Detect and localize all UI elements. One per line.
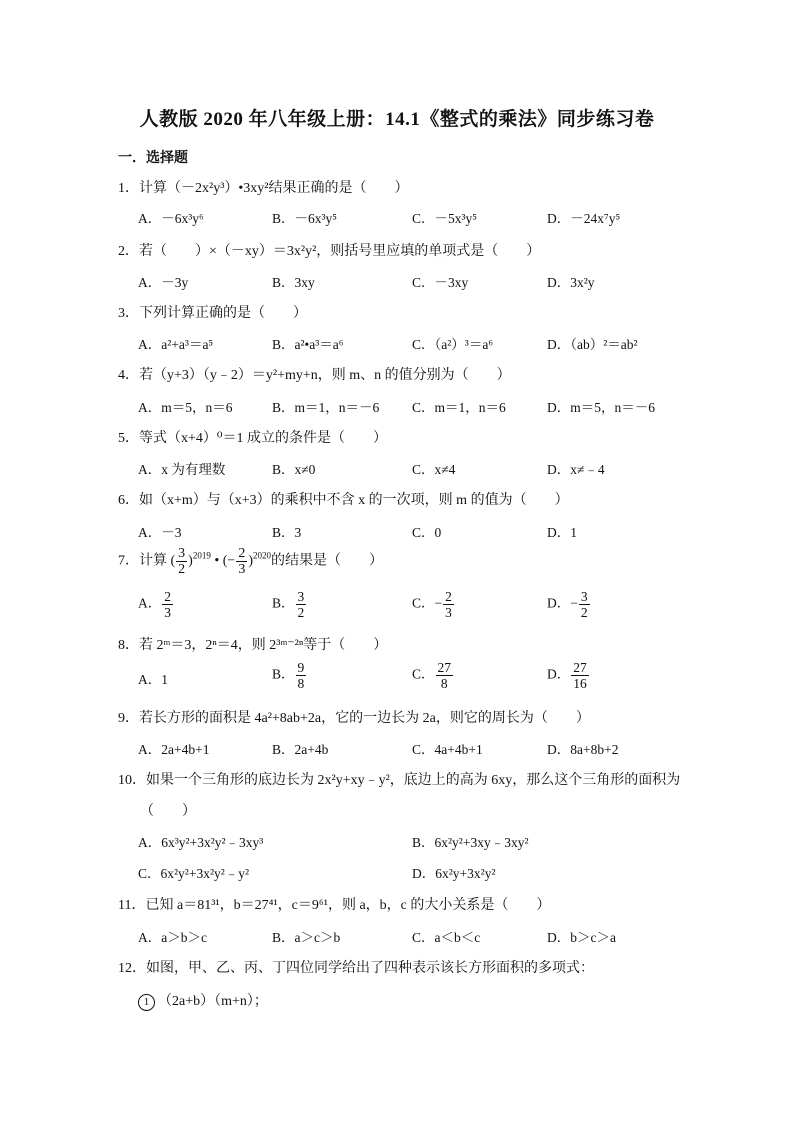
question-8-options: [138, 660, 738, 696]
option-a[interactable]: A．2a+4b+1: [138, 742, 210, 757]
option-b[interactable]: B．6x²y²+3xy﹣3xy²: [412, 835, 529, 850]
option-d[interactable]: D．− $\frac{3}{2}$: [547, 589, 588, 620]
option-c[interactable]: C．6x²y²+3x²y²﹣y²: [138, 866, 250, 881]
option-b[interactable]: B． $\frac{9}{8}$: [272, 660, 305, 691]
question-11: 11．已知 a＝81³¹，b＝27⁴¹，c＝9⁶¹，则 a，b，c 的大小关系是（ ）: [118, 898, 551, 913]
question-5: 5．等式（x+4）⁰＝1 成立的条件是（ ）: [118, 431, 388, 446]
question-4: 4．若（y+3）（y﹣2）＝y²+my+n，则 m、n 的值分别为（ ）: [118, 368, 511, 383]
question-2-options: [138, 271, 738, 301]
fraction: $\frac{3}{2}$: [178, 546, 186, 577]
option-a[interactable]: A．m＝5，n＝6: [138, 400, 233, 415]
option-d[interactable]: D．1: [547, 525, 577, 540]
question-5-options: [138, 458, 738, 488]
option-c[interactable]: C．m＝1，n＝6: [412, 400, 506, 415]
option-d[interactable]: D．b＞c＞a: [547, 930, 616, 945]
option-a[interactable]: A．a＞b＞c: [138, 930, 207, 945]
question-11-options: [138, 926, 738, 956]
question-1-options: [138, 207, 738, 237]
option-d[interactable]: D．－24x⁷y⁵: [547, 211, 621, 226]
question-8: 8．若 2ᵐ＝3，2ⁿ＝4，则 2³ᵐ⁻²ⁿ等于（ ）: [118, 638, 388, 653]
question-1: 1．计算（－2x²y³）•3xy²结果正确的是（ ）: [118, 181, 409, 196]
option-b[interactable]: B．a＞c＞b: [272, 930, 341, 945]
option-b[interactable]: B．3: [272, 525, 302, 540]
question-7: 7．计算 ( $\frac{3}{2}$ )$^{2019}$ • (− $\frac{2}{3}$ )$^{2020}$的结果是（ ）: [118, 546, 383, 577]
option-b[interactable]: B．2a+4b: [272, 742, 329, 757]
option-b[interactable]: B． $\frac{3}{2}$: [272, 589, 305, 620]
option-d[interactable]: D．（ab）²＝ab²: [547, 337, 638, 352]
question-10-options-row2: [138, 862, 738, 892]
question-10-options-row1: [138, 831, 738, 861]
question-12: 12．如图，甲、乙、丙、丁四位同学给出了四种表示该长方形面积的多项式：: [118, 961, 594, 976]
option-a[interactable]: A．－3: [138, 525, 182, 540]
question-10-bracket: （ ）: [140, 804, 196, 819]
option-c[interactable]: C． $\frac{27}{8}$: [412, 660, 452, 691]
option-c[interactable]: C．0: [412, 525, 442, 540]
question-3: 3．下列计算正确的是（ ）: [118, 306, 307, 321]
option-c[interactable]: C．－3xy: [412, 275, 469, 290]
option-a[interactable]: A．1: [138, 672, 168, 687]
option-c[interactable]: C．－5x³y⁵: [412, 211, 478, 226]
option-b[interactable]: B．3xy: [272, 275, 315, 290]
option-d[interactable]: D．3x²y: [547, 275, 595, 290]
section-heading: 一．选择题: [118, 151, 188, 166]
option-d[interactable]: D．8a+8b+2: [547, 742, 619, 757]
option-d[interactable]: D． $\frac{27}{16}$: [547, 660, 587, 691]
option-a[interactable]: A．－6x³y⁶: [138, 211, 204, 226]
circled-number-icon: 1: [138, 994, 155, 1011]
option-c[interactable]: C．− $\frac{2}{3}$: [412, 589, 452, 620]
question-10: 10．如果一个三角形的底边长为 2x²y+xy﹣y²，底边上的高为 6xy，那么这个三角形的面积为: [118, 773, 681, 788]
question-12-item-1: 1 （2a+b）（m+n）；: [138, 990, 268, 1011]
fraction: $\frac{2}{3}$: [238, 546, 246, 577]
question-4-options: [138, 396, 738, 426]
option-a[interactable]: A． $\frac{2}{3}$: [138, 589, 171, 620]
option-a[interactable]: A．－3y: [138, 275, 189, 290]
option-b[interactable]: B．－6x³y⁵: [272, 211, 338, 226]
question-9-options: [138, 738, 738, 768]
option-c[interactable]: C．4a+4b+1: [412, 742, 483, 757]
option-b[interactable]: B．m＝1，n＝－6: [272, 400, 380, 415]
question-7-options: [138, 589, 738, 625]
question-9: 9．若长方形的面积是 4a²+8ab+2a，它的一边长为 2a，则它的周长为（ ）: [118, 711, 590, 726]
question-3-options: [138, 333, 738, 363]
option-c[interactable]: C．a＜b＜c: [412, 930, 481, 945]
option-d[interactable]: D．x≠﹣4: [547, 462, 605, 477]
question-2: 2．若（ ）×（－xy）＝3x²y²，则括号里应填的单项式是（ ）: [118, 244, 541, 259]
option-b[interactable]: B．a²•a³＝a⁶: [272, 337, 344, 352]
option-c[interactable]: C．x≠4: [412, 462, 456, 477]
option-a[interactable]: A．6x³y²+3x²y²﹣3xy³: [138, 835, 264, 850]
page-title: 人教版 2020 年八年级上册：14.1《整式的乘法》同步练习卷: [139, 109, 655, 130]
question-6: 6．如（x+m）与（x+3）的乘积中不含 x 的一次项，则 m 的值为（ ）: [118, 493, 569, 508]
option-b[interactable]: B．x≠0: [272, 462, 316, 477]
option-a[interactable]: A．x 为有理数: [138, 462, 226, 477]
option-c[interactable]: C．（a²）³＝a⁶: [412, 337, 494, 352]
option-d[interactable]: D．6x²y+3x²y²: [412, 866, 496, 881]
option-d[interactable]: D．m＝5，n＝－6: [547, 400, 655, 415]
option-a[interactable]: A．a²+a³＝a⁵: [138, 337, 214, 352]
